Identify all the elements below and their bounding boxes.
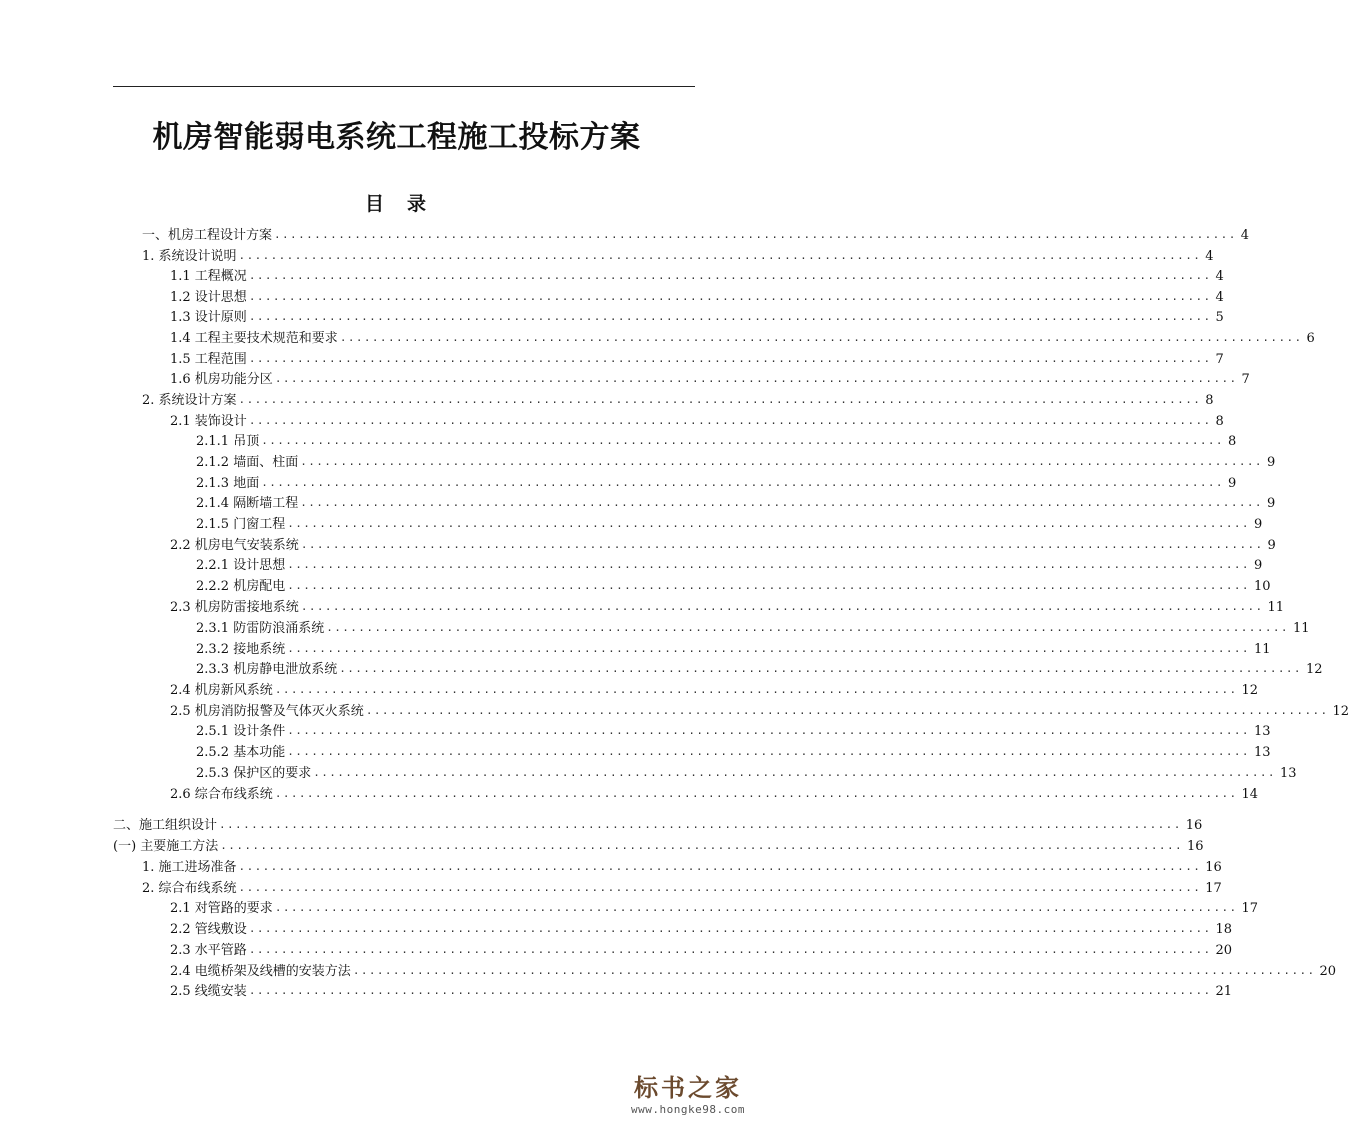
toc-entry-page: 9 — [1266, 455, 1276, 470]
toc-entry-label: 2.1.4 隔断墙工程 — [196, 496, 299, 511]
toc-entry-page: 16 — [1187, 839, 1204, 854]
toc-entry-page: 4 — [1215, 269, 1224, 284]
toc-entry-page: 11 — [1292, 621, 1310, 636]
toc-entry[interactable] — [196, 743, 1271, 763]
toc-entry-label: 1.1 工程概况 — [170, 269, 247, 284]
toc-entry[interactable] — [196, 515, 1263, 535]
toc-entry-label: 2.4 机房新风系统 — [170, 683, 273, 698]
toc-dot-leader: ........................................................................................................................ — [261, 434, 1224, 447]
toc-dot-leader: ........................................................................................................................ — [300, 600, 1264, 613]
watermark-brand: 标书之家 — [634, 1074, 742, 1102]
toc-dot-leader: ........................................................................................................................ — [287, 579, 1250, 592]
toc-entry-label: 二、施工组织设计 — [113, 818, 218, 833]
toc-entry-label: 1. 系统设计说明 — [142, 249, 237, 264]
toc-entry-page: 7 — [1215, 352, 1224, 367]
toc-dot-leader: ........................................................................................................................ — [248, 352, 1212, 365]
watermark-logo — [593, 1068, 783, 1116]
toc-dot-leader: ........................................................................................................................ — [220, 839, 1183, 852]
toc-heading: 目 录 — [364, 193, 428, 215]
toc-entry[interactable] — [170, 329, 1315, 349]
toc-dot-leader: ........................................................................................................................ — [287, 642, 1250, 655]
toc-entry[interactable] — [196, 474, 1237, 494]
toc-entry-label: (一) 主要施工方法 — [113, 839, 219, 854]
toc-entry[interactable] — [170, 920, 1233, 940]
toc-dot-leader: ........................................................................................................................ — [287, 724, 1250, 737]
toc-entry-label: 2.5.2 基本功能 — [196, 745, 286, 760]
toc-entry-label: 2.2.1 设计思想 — [196, 558, 286, 573]
toc-dot-leader: ........................................................................................................................ — [326, 621, 1289, 634]
toc-entry-page: 8 — [1227, 434, 1237, 449]
toc-entry[interactable] — [196, 556, 1263, 576]
toc-entry-page: 4 — [1240, 228, 1250, 243]
toc-entry-page: 8 — [1215, 414, 1224, 429]
toc-entry-label: 2.1.3 地面 — [196, 476, 260, 491]
toc-entry[interactable] — [196, 432, 1237, 452]
toc-dot-leader: ........................................................................................................................ — [261, 476, 1224, 489]
toc-entry-page: 8 — [1205, 393, 1214, 408]
toc-dot-leader: ........................................................................................................................ — [238, 249, 1202, 262]
toc-entry-label: 2.1.1 吊顶 — [196, 434, 260, 449]
toc-entry-label: 2.5.1 设计条件 — [196, 724, 286, 739]
toc-entry[interactable] — [196, 722, 1271, 742]
toc-dot-leader: ........................................................................................................................ — [339, 662, 1302, 675]
toc-dot-leader: ........................................................................................................................ — [313, 766, 1276, 779]
toc-dot-leader: ........................................................................................................................ — [274, 228, 1237, 241]
toc-entry[interactable] — [170, 308, 1224, 328]
toc-entry[interactable] — [142, 247, 1214, 267]
toc-entry[interactable] — [142, 226, 1250, 246]
toc-entry[interactable] — [170, 412, 1224, 432]
toc-dot-leader: ........................................................................................................................ — [248, 310, 1212, 323]
toc-entry[interactable] — [196, 619, 1310, 639]
toc-dot-leader: ........................................................................................................................ — [274, 787, 1238, 800]
toc-entry-label: 2.2 管线敷设 — [170, 922, 247, 937]
toc-entry-label: 2.1 对管路的要求 — [170, 901, 273, 916]
toc-dot-leader: ........................................................................................................................ — [219, 818, 1182, 831]
toc-entry-page: 17 — [1241, 901, 1259, 916]
toc-entry-label: 1.2 设计思想 — [170, 290, 247, 305]
toc-entry-page: 13 — [1253, 724, 1271, 739]
toc-entry-page: 20 — [1319, 964, 1337, 979]
toc-entry[interactable] — [170, 962, 1337, 982]
toc-entry[interactable] — [170, 899, 1259, 919]
toc-entry[interactable] — [196, 764, 1297, 784]
toc-entry-label: 1.5 工程范围 — [170, 352, 247, 367]
toc-dot-leader: ........................................................................................................................ — [238, 860, 1202, 873]
toc-entry-label: 2.2 机房电气安装系统 — [170, 538, 299, 553]
toc-entry-page: 16 — [1185, 818, 1203, 833]
toc-entry[interactable] — [113, 816, 1203, 836]
toc-entry[interactable] — [196, 577, 1271, 597]
toc-entry-label: 2.1 装饰设计 — [170, 414, 247, 429]
toc-dot-leader: ........................................................................................................................ — [248, 290, 1212, 303]
toc-entry-label: 一、机房工程设计方案 — [142, 228, 273, 243]
toc-entry-page: 9 — [1266, 496, 1276, 511]
toc-entry-page: 16 — [1205, 860, 1222, 875]
toc-dot-leader: ........................................................................................................................ — [300, 455, 1263, 468]
toc-entry[interactable] — [170, 370, 1250, 390]
toc-dot-leader: ........................................................................................................................ — [248, 922, 1212, 935]
toc-dot-leader: ........................................................................................................................ — [300, 538, 1264, 551]
toc-entry[interactable] — [170, 681, 1259, 701]
toc-entry-label: 2.1.2 墙面、柱面 — [196, 455, 299, 470]
toc-entry-page: 13 — [1279, 766, 1297, 781]
toc-entry-page: 17 — [1205, 881, 1222, 896]
toc-entry[interactable] — [170, 982, 1233, 1002]
toc-dot-leader: ........................................................................................................................ — [352, 964, 1316, 977]
toc-dot-leader: ........................................................................................................................ — [365, 704, 1329, 717]
toc-entry-page: 9 — [1253, 517, 1263, 532]
toc-entry-page: 21 — [1215, 984, 1233, 999]
header-rule — [113, 86, 695, 87]
toc-entry-label: 2.3 水平管路 — [170, 943, 247, 958]
toc-entry-page: 14 — [1241, 787, 1259, 802]
toc-entry-label: 2.5.3 保护区的要求 — [196, 766, 312, 781]
toc-entry-label: 1. 施工进场准备 — [142, 860, 237, 875]
watermark-url: www.hongke98.com — [631, 1103, 745, 1116]
toc-dot-leader: ........................................................................................................................ — [248, 414, 1212, 427]
toc-entry-label: 2.5 机房消防报警及气体灭火系统 — [170, 704, 364, 719]
toc-dot-leader: ........................................................................................................................ — [287, 558, 1250, 571]
toc-entry-page: 9 — [1253, 558, 1263, 573]
toc-entry[interactable] — [142, 858, 1222, 878]
toc-dot-leader: ........................................................................................................................ — [287, 745, 1250, 758]
toc-entry-label: 1.4 工程主要技术规范和要求 — [170, 331, 338, 346]
toc-dot-leader: ........................................................................................................................ — [274, 683, 1238, 696]
toc-entry-label: 2. 综合布线系统 — [142, 881, 237, 896]
toc-entry[interactable] — [170, 288, 1224, 308]
toc-entry-page: 12 — [1305, 662, 1323, 677]
toc-entry-page: 7 — [1241, 372, 1250, 387]
toc-entry-label: 2.3.2 接地系统 — [196, 642, 286, 657]
toc-entry-label: 1.6 机房功能分区 — [170, 372, 273, 387]
toc-entry[interactable] — [196, 660, 1323, 680]
toc-dot-leader: ........................................................................................................................ — [300, 496, 1263, 509]
toc-entry-label: 1.3 设计原则 — [170, 310, 247, 325]
toc-entry-label: 2.6 综合布线系统 — [170, 787, 273, 802]
toc-entry-label: 2.2.2 机房配电 — [196, 579, 286, 594]
document-title: 机房智能弱电系统工程施工投标方案 — [152, 120, 641, 155]
toc-entry[interactable] — [196, 453, 1276, 473]
toc-dot-leader: ........................................................................................................................ — [274, 372, 1238, 385]
toc-entry[interactable] — [170, 598, 1285, 618]
toc-entry[interactable] — [196, 494, 1276, 514]
toc-entry[interactable] — [170, 702, 1349, 722]
toc-entry-label: 2.1.5 门窗工程 — [196, 517, 286, 532]
toc-entry-page: 10 — [1253, 579, 1271, 594]
toc-entry-label: 2.4 电缆桥架及线槽的安装方法 — [170, 964, 351, 979]
toc-entry[interactable] — [170, 350, 1224, 370]
toc-entry-page: 6 — [1306, 331, 1315, 346]
toc-dot-leader: ........................................................................................................................ — [248, 943, 1212, 956]
toc-entry-page: 13 — [1253, 745, 1271, 760]
toc-dot-leader: ........................................................................................................................ — [248, 984, 1212, 997]
toc-entry-page: 11 — [1253, 642, 1271, 657]
toc-entry-page: 12 — [1332, 704, 1349, 719]
toc-entry-page: 9 — [1267, 538, 1276, 553]
toc-entry-page: 12 — [1241, 683, 1259, 698]
toc-entry[interactable] — [142, 391, 1214, 411]
toc-dot-leader: ........................................................................................................................ — [274, 901, 1238, 914]
toc-entry-page: 4 — [1205, 249, 1214, 264]
toc-entry[interactable] — [196, 640, 1271, 660]
toc-entry[interactable] — [142, 879, 1222, 899]
toc-entry-label: 2. 系统设计方案 — [142, 393, 237, 408]
toc-entry-label: 2.3 机房防雷接地系统 — [170, 600, 299, 615]
toc-entry[interactable] — [170, 785, 1259, 805]
toc-dot-leader: ........................................................................................................................ — [238, 881, 1202, 894]
toc-dot-leader: ........................................................................................................................ — [248, 269, 1212, 282]
toc-entry-label: 2.3.3 机房静电泄放系统 — [196, 662, 338, 677]
toc-entry-page: 5 — [1215, 310, 1224, 325]
toc-entry[interactable] — [170, 941, 1233, 961]
toc-entry-page: 4 — [1215, 290, 1224, 305]
toc-entry-page: 9 — [1227, 476, 1237, 491]
toc-dot-leader: ........................................................................................................................ — [287, 517, 1250, 530]
toc-entry[interactable] — [170, 536, 1276, 556]
toc-entry-label: 2.5 线缆安装 — [170, 984, 247, 999]
toc-entry[interactable] — [170, 267, 1224, 287]
toc-entry-page: 11 — [1267, 600, 1285, 615]
toc-dot-leader: ........................................................................................................................ — [339, 331, 1303, 344]
toc-entry[interactable] — [113, 837, 1204, 857]
toc-dot-leader: ........................................................................................................................ — [238, 393, 1202, 406]
toc-entry-label: 2.3.1 防雷防浪涌系统 — [196, 621, 325, 636]
toc-entry-page: 20 — [1215, 943, 1233, 958]
toc-entry-page: 18 — [1215, 922, 1233, 937]
